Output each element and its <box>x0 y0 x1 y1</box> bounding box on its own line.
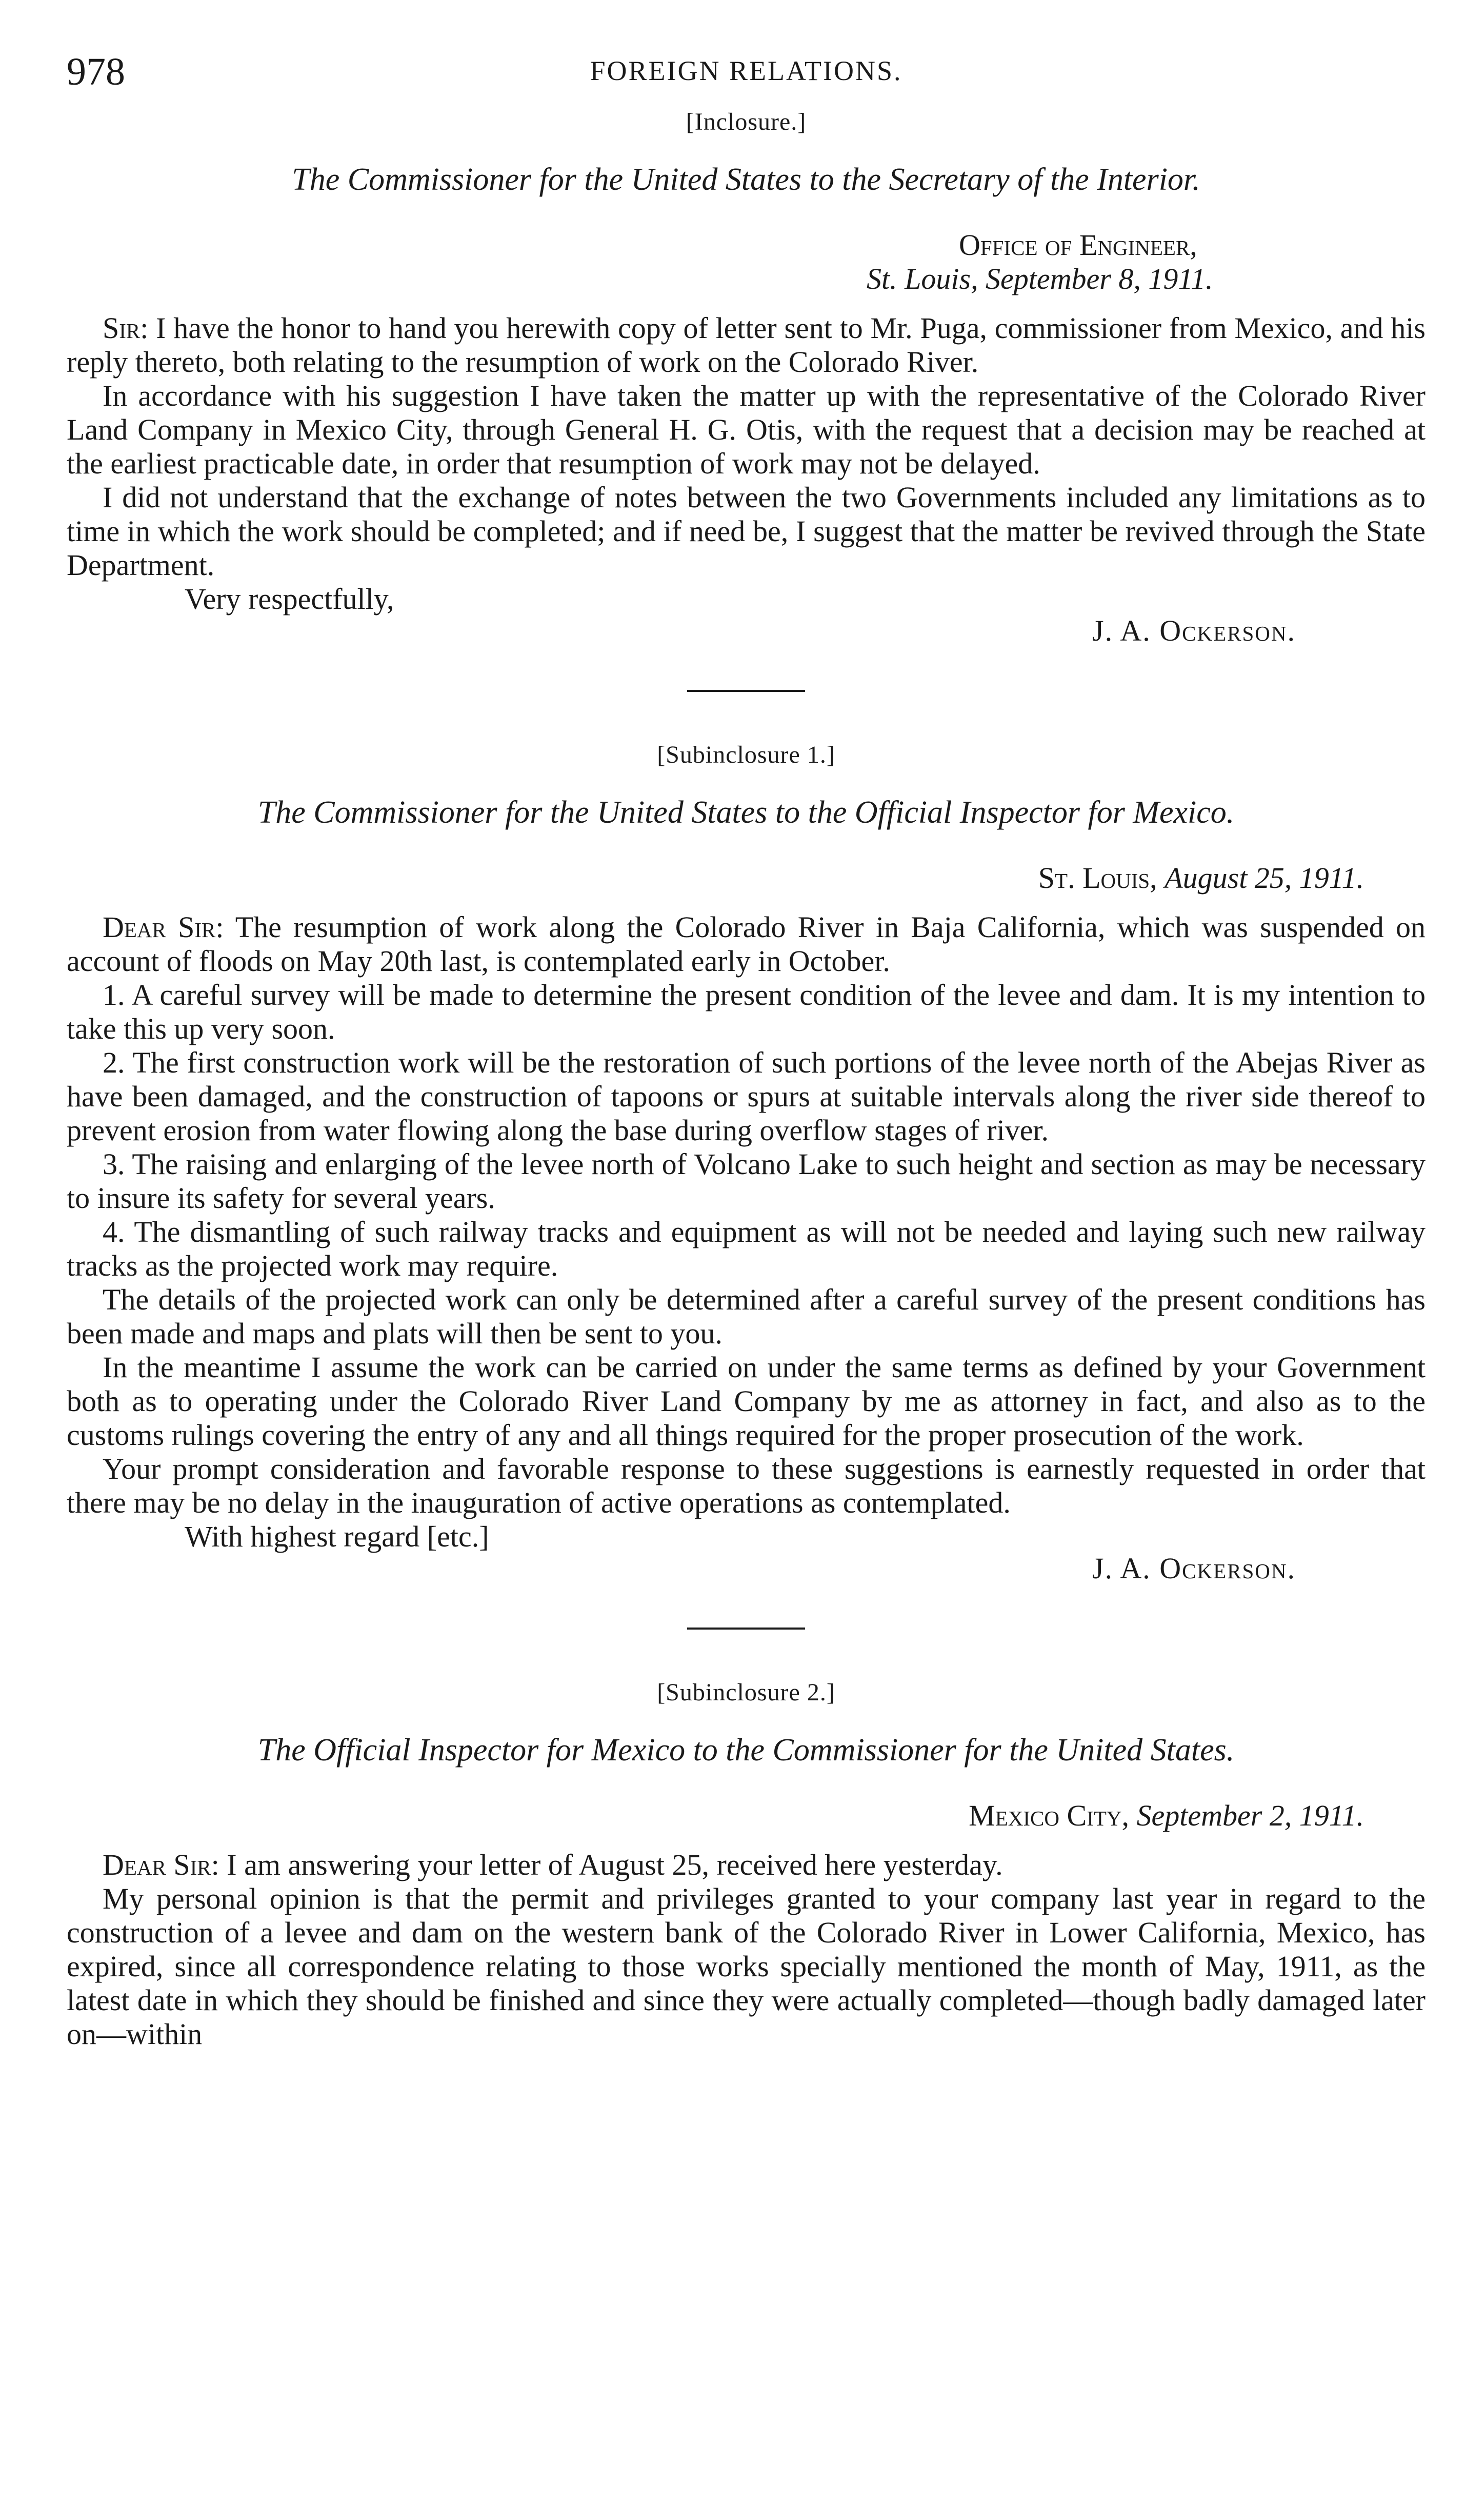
subinclosure-1-dateline <box>67 861 1426 895</box>
subinclosure-1-paragraph-7: In the meantime I assume the work can be carried on under the same terms as defined by your Government both as to operating under the Colorado River Land Company by me as attorney in fact, and also as to the customs rulings covering the entry of any and all things required for the proper prosecution of the work. <box>67 1351 1426 1452</box>
subinclosure-2-dateline <box>67 1799 1426 1833</box>
subinclosure-2-dateline-date: September 2, 1911. <box>1136 1799 1364 1832</box>
subinclosure-2-label: [Subinclosure 2.] <box>657 1679 835 1706</box>
inclosure-dateline-place-date: St. Louis, September 8, 1911. <box>867 262 1213 295</box>
subinclosure-1-paragraph-1-text: : The resumption of work along the Colorado River in Baja California, which was suspended on account of floods on May 20th last, is contemplated early in October. <box>67 910 1426 978</box>
subinclosure-2-paragraph-2: My personal opinion is that the permit and privileges granted to your company last year in regard to the construction of a levee and dam on the western bank of the Colorado River in Lower California, Mexico, has expired, since all correspondence relating to those works specially mentioned the month of May, 1911, as the latest date in which they should be finished and since they were actually completed—though badly damaged later on—within <box>67 1882 1426 2051</box>
inclosure-paragraph-1-text: : I have the honor to hand you herewith copy of letter sent to Mr. Puga, commissioner from Mexico, and his reply thereto, both relating to the resumption of work on the Colorado River. <box>67 311 1426 379</box>
subinclosure-2-paragraph-1 <box>67 1848 1426 1882</box>
inclosure-salutation: Sir <box>103 311 141 345</box>
subinclosure-1-paragraph-5: 4. The dismantling of such railway tracks and equipment as will not be needed and laying such new railway tracks as the projected work may require. <box>67 1215 1426 1282</box>
subinclosure-1-paragraph-1 <box>67 910 1426 978</box>
section-divider <box>687 1628 805 1630</box>
running-head <box>67 49 1426 105</box>
subinclosure-1-paragraph-3: 2. The first construction work will be the restoration of such portions of the levee north of the Abejas River as have been damaged, and the construction of tapoons or spurs at suitable intervals along the river side thereof to prevent erosion from water flowing along the base during overflow stages of river. <box>67 1046 1426 1147</box>
subinclosure-1-paragraph-4: 3. The raising and enlarging of the levee north of Volcano Lake to such height and section as may be necessary to insure its safety for several years. <box>67 1147 1426 1215</box>
inclosure-signature: J. A. Ockerson. <box>1092 614 1296 647</box>
section-divider <box>687 690 805 692</box>
inclosure-closing: Very respectfully, <box>185 582 394 616</box>
inclosure-section <box>67 105 1426 650</box>
subinclosure-1-section <box>67 738 1426 1588</box>
running-title: FOREIGN RELATIONS. <box>590 55 902 86</box>
subinclosure-2-salutation: Dear Sir <box>103 1848 211 1881</box>
inclosure-heading: The Commissioner for the United States to the Secretary of the Interior. <box>292 162 1200 197</box>
inclosure-label: [Inclosure.] <box>686 108 807 135</box>
subinclosure-1-paragraph-2: 1. A careful survey will be made to determine the present condition of the levee and dam. It is my intention to take this up very soon. <box>67 978 1426 1045</box>
subinclosure-1-dateline-place: St. Louis, <box>1038 861 1157 895</box>
subinclosure-1-closing: With highest regard [etc.] <box>185 1520 489 1553</box>
subinclosure-2-heading: The Official Inspector for Mexico to the Commissioner for the United States. <box>257 1733 1235 1768</box>
inclosure-paragraph-2: In accordance with his suggestion I have taken the matter up with the representative of the Colorado River Land Company in Mexico City, through General H. G. Otis, with the request that a decision may be reached at the earliest practicable date, in order that resumption of work may not be delayed. <box>67 379 1426 480</box>
subinclosure-2-dateline-place: Mexico City, <box>969 1799 1129 1832</box>
inclosure-dateline-office: Office of Engineer, <box>959 228 1197 262</box>
page-number: 978 <box>67 50 125 93</box>
subinclosure-1-dateline-date: August 25, 1911. <box>1165 861 1364 895</box>
inclosure-paragraph-1 <box>67 311 1426 379</box>
subinclosure-1-salutation: Dear Sir <box>103 910 216 944</box>
subinclosure-1-signature: J. A. Ockerson. <box>1092 1552 1296 1585</box>
inclosure-closing-row <box>67 582 1426 650</box>
subinclosure-1-label: [Subinclosure 1.] <box>657 741 835 768</box>
subinclosure-1-paragraph-8: Your prompt consideration and favorable response to these suggestions is earnestly requested in order that there may be no delay in the inauguration of active operations as contemplated. <box>67 1452 1426 1519</box>
inclosure-dateline <box>867 228 1426 296</box>
subinclosure-1-heading: The Commissioner for the United States to the Official Inspector for Mexico. <box>257 795 1235 830</box>
inclosure-paragraph-3: I did not understand that the exchange of notes between the two Governments included any limitations as to time in which the work should be completed; and if need be, I suggest that the matter be revived through the State Department. <box>67 481 1426 582</box>
subinclosure-2-paragraph-1-text: : I am answering your letter of August 25, received here yesterday. <box>211 1848 1003 1881</box>
subinclosure-2-section <box>67 1676 1426 2051</box>
subinclosure-1-closing-row <box>67 1520 1426 1588</box>
document-page <box>67 49 1426 2051</box>
subinclosure-1-paragraph-6: The details of the projected work can only be determined after a careful survey of the present conditions has been made and maps and plats will then be sent to you. <box>67 1283 1426 1350</box>
